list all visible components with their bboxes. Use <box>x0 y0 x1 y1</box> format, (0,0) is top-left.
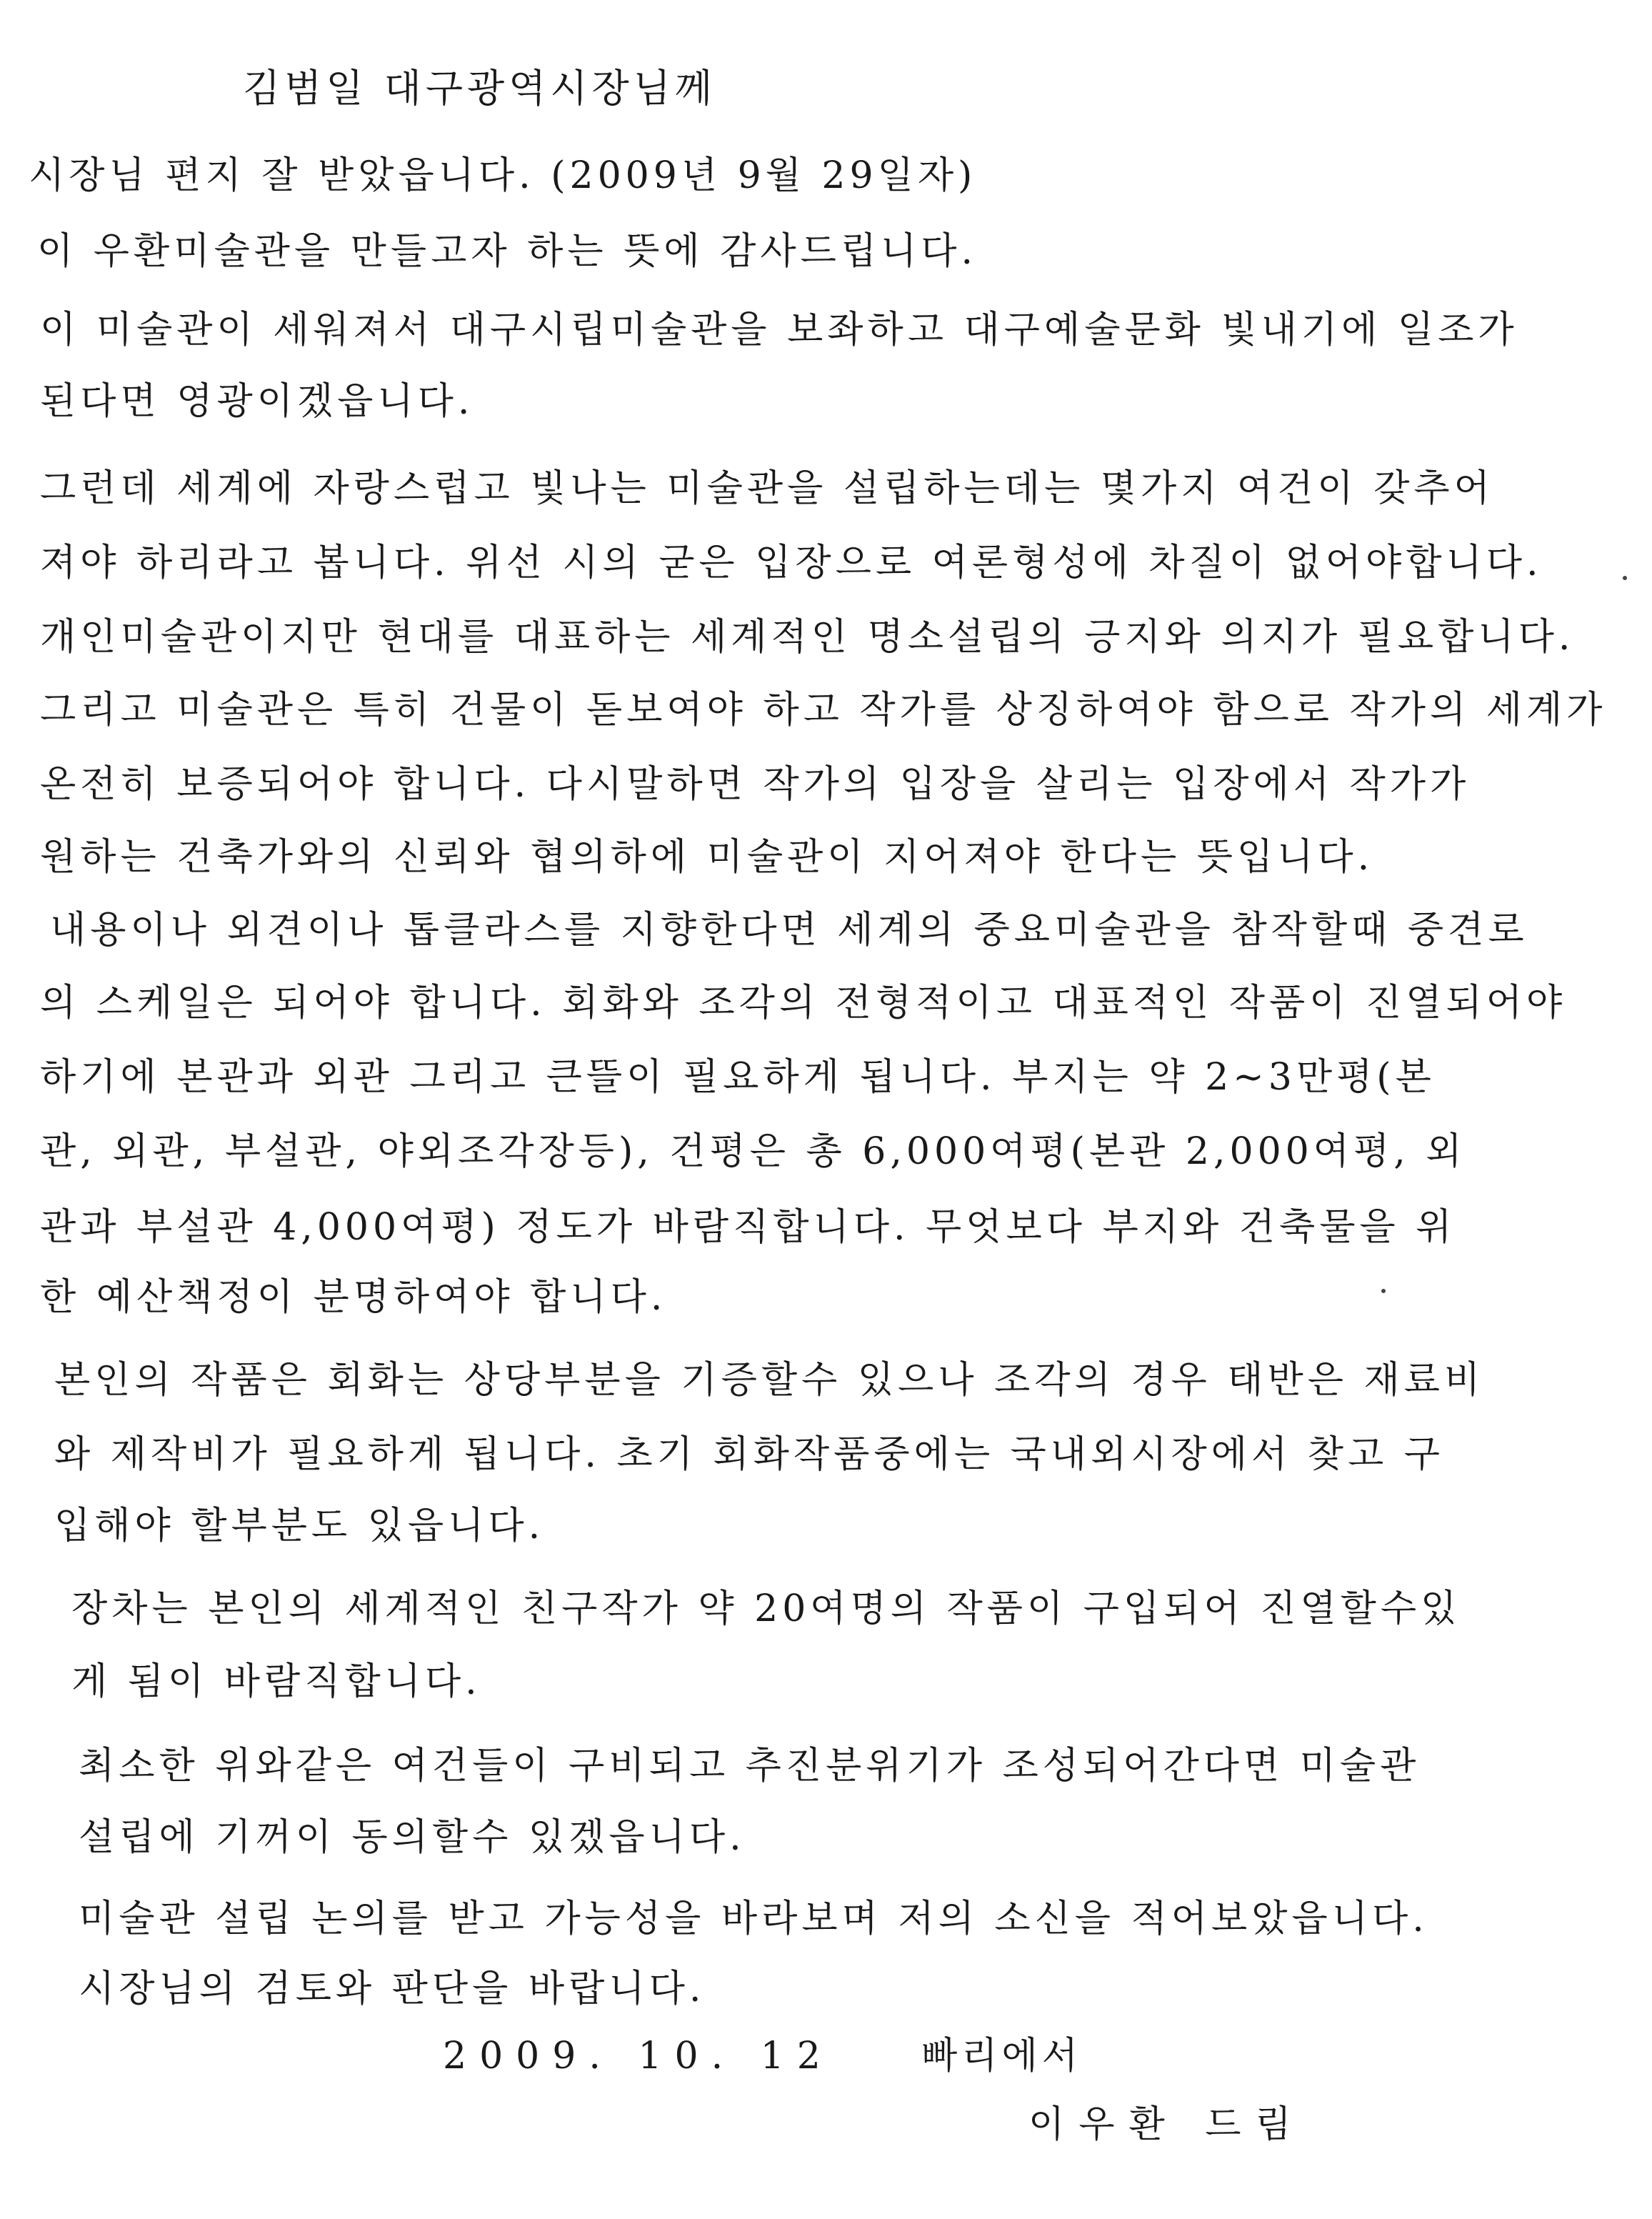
letter-line: 그런데 세계에 자랑스럽고 빛나는 미술관을 설립하는데는 몇가지 여건이 갖추어 <box>40 467 1494 510</box>
letter-line: 최소한 위와같은 여건들이 구비되고 추진분위기가 조성되어간다면 미술관 <box>79 1745 1421 1787</box>
letter-line: 시장님 편지 잘 받았읍니다. (2009년 9월 29일자) <box>29 154 977 197</box>
letter-line: 한 예산책정이 분명하여야 합니다. <box>40 1276 667 1319</box>
letter-line: 하기에 본관과 외관 그리고 큰뜰이 필요하게 됩니다. 부지는 약 2~3만평(본 <box>40 1056 1436 1099</box>
letter-line: 입해야 할부분도 있읍니다. <box>54 1505 545 1547</box>
letter-line: 게 됨이 바람직합니다. <box>71 1660 481 1703</box>
letter-line: 의 스케일은 되어야 합니다. 회화와 조각의 전형적이고 대표적인 작품이 진열되어야 <box>40 982 1567 1024</box>
salutation: 김범일 대구광역시장님께 <box>243 66 716 111</box>
letter-line: 개인미술관이지만 현대를 대표하는 세계적인 명소설립의 긍지와 의지가 필요합니다. <box>40 616 1575 659</box>
letter-line: 내용이나 외견이나 톱클라스를 지향한다면 세계의 중요미술관을 참작할때 중견로 <box>50 909 1528 952</box>
letter-line: 된다면 영광이겠읍니다. <box>40 380 474 423</box>
letter-line: 장차는 본인의 세계적인 친구작가 약 20여명의 작품이 구입되어 진열할수있 <box>71 1587 1461 1630</box>
signature: 이우환 드림 <box>1028 2103 1306 2146</box>
letter-line: 설립에 기꺼이 동의할수 있겠읍니다. <box>79 1816 746 1859</box>
letter-line: 관과 부설관 4,000여평) 정도가 바람직합니다. 무엇보다 부지와 건축물을 위 <box>40 1206 1456 1249</box>
letter-line: 원하는 건축가와의 신뢰와 협의하에 미술관이 지어져야 한다는 뜻입니다. <box>40 836 1374 879</box>
letter-line: 져야 하리라고 봅니다. 위선 시의 굳은 입장으로 여론형성에 차질이 없어야합니다. <box>40 542 1543 584</box>
letter-line: 와 제작비가 필요하게 됩니다. 초기 회화작품중에는 국내외시장에서 찾고 구 <box>54 1433 1444 1476</box>
letter-line: 온전히 보증되어야 합니다. 다시말하면 작가의 입장을 살리는 입장에서 작가가 <box>40 763 1471 806</box>
letter-place: 빠리에서 <box>921 2035 1082 2078</box>
letter-line: 관, 외관, 부설관, 야외조각장등), 건평은 총 6,000여평(본관 2,000여평, 외 <box>40 1130 1466 1173</box>
scan-speck <box>1381 1289 1386 1293</box>
scan-speck <box>1623 576 1627 580</box>
letter-line: 그리고 미술관은 특히 건물이 돋보여야 하고 작가를 상징하여야 함으로 작가의 세계가 <box>40 689 1607 732</box>
letter-line: 이 우환미술관을 만들고자 하는 뜻에 감사드립니다. <box>37 230 978 273</box>
letter-line: 시장님의 검토와 판단을 바랍니다. <box>79 1968 706 2010</box>
letter-line: 본인의 작품은 회화는 상당부분을 기증할수 있으나 조각의 경우 태반은 재료비 <box>54 1359 1485 1402</box>
letter-line: 미술관 설립 논의를 받고 가능성을 바라보며 저의 소신을 적어보았읍니다. <box>79 1898 1428 1940</box>
letter-line: 이 미술관이 세워져서 대구시립미술관을 보좌하고 대구예술문화 빛내기에 일조가 <box>40 309 1518 351</box>
letter-date: 2009. 10. 12 <box>443 2035 833 2078</box>
